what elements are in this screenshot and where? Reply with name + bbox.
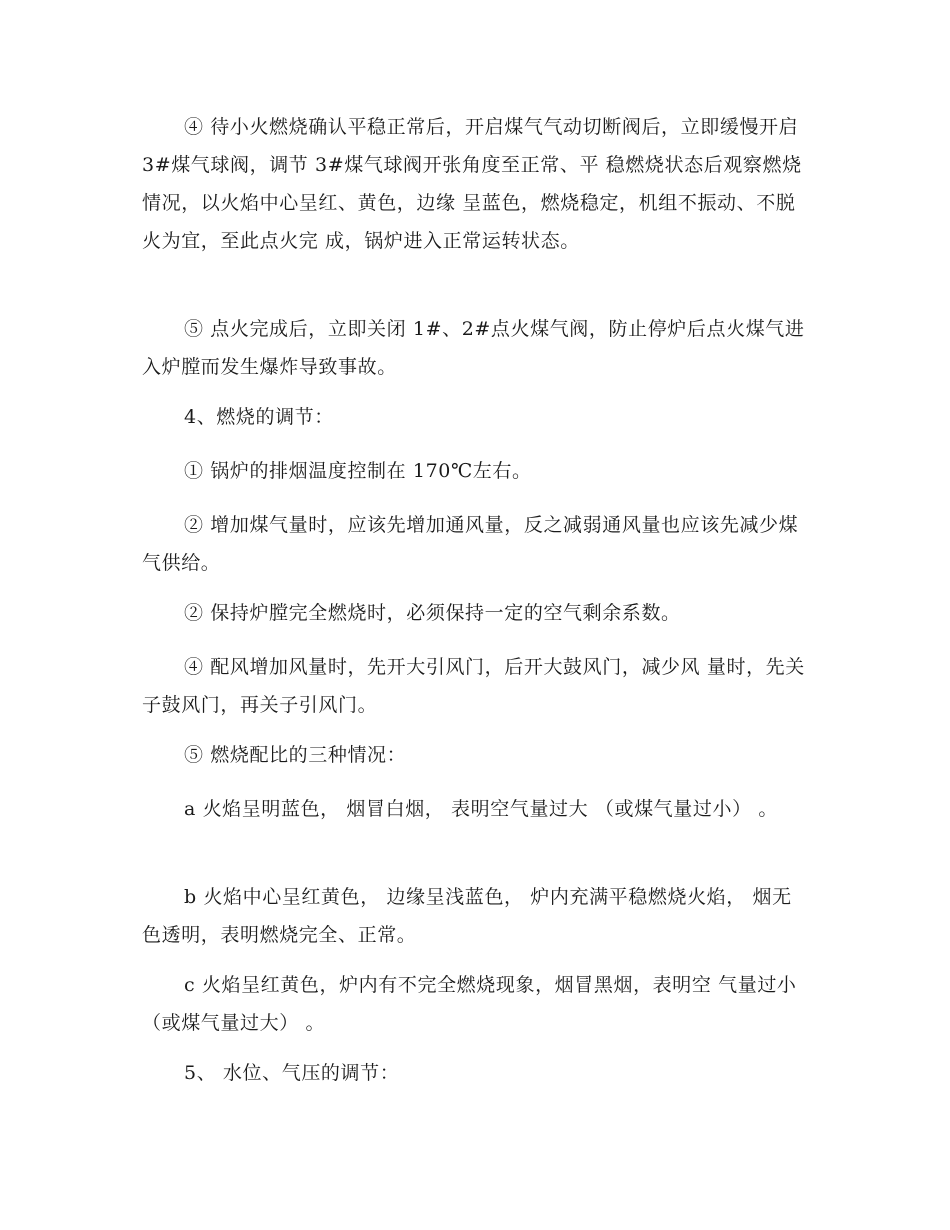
paragraph-exhaust-temperature: ① 锅炉的排烟温度控制在 170℃左右。 bbox=[184, 460, 532, 482]
paragraph-case-b: b 火焰中心呈红黄色， 边缘呈浅蓝色， 炉内充满平稳燃烧火焰， 烟无色透明，表明燃烧完全、正常。 bbox=[142, 886, 792, 946]
paragraph-case-a: a 火焰呈明蓝色， 烟冒白烟， 表明空气量过大 （或煤气量过小） 。 bbox=[184, 798, 778, 820]
paragraph-case-c: c 火焰呈红黄色，炉内有不完全燃烧现象，烟冒黑烟，表明空 气量过小（或煤气量过大） 。 bbox=[142, 974, 797, 1034]
paragraph-complete-combustion: ② 保持炉膛完全燃烧时，必须保持一定的空气剩余系数。 bbox=[184, 602, 681, 624]
section-heading-combustion-adjustment: 4、燃烧的调节： bbox=[184, 406, 334, 428]
paragraph-air-distribution: ④ 配风增加风量时，先开大引风门，后开大鼓风门，减少风 量时，先关子鼓风门，再关子引风门。 bbox=[142, 656, 805, 716]
section-heading-water-level-pressure: 5、 水位、气压的调节： bbox=[184, 1062, 400, 1084]
paragraph-increase-gas: ② 增加煤气量时，应该先增加通风量，反之减弱通风量也应该先减少煤气供给。 bbox=[142, 514, 799, 574]
paragraph-step-4-ignition: ④ 待小火燃烧确认平稳正常后，开启煤气气动切断阀后，立即缓慢开启 3#煤气球阀，调节 3#煤气球阀开张角度至正常、平 稳燃烧状态后观察燃烧情况，以火焰中心呈红、黄色，边缘 呈蓝色，燃烧稳定，机组不振动、不脱火为宜，至此点火完 成，锅炉进入正常运转状态。 bbox=[142, 116, 802, 252]
paragraph-combustion-ratio-heading: ⑤ 燃烧配比的三种情况： bbox=[184, 744, 407, 766]
paragraph-step-5-close-valves: ⑤ 点火完成后，立即关闭 1#、2#点火煤气阀，防止停炉后点火煤气进入炉膛而发生爆炸导致事故。 bbox=[142, 318, 805, 378]
